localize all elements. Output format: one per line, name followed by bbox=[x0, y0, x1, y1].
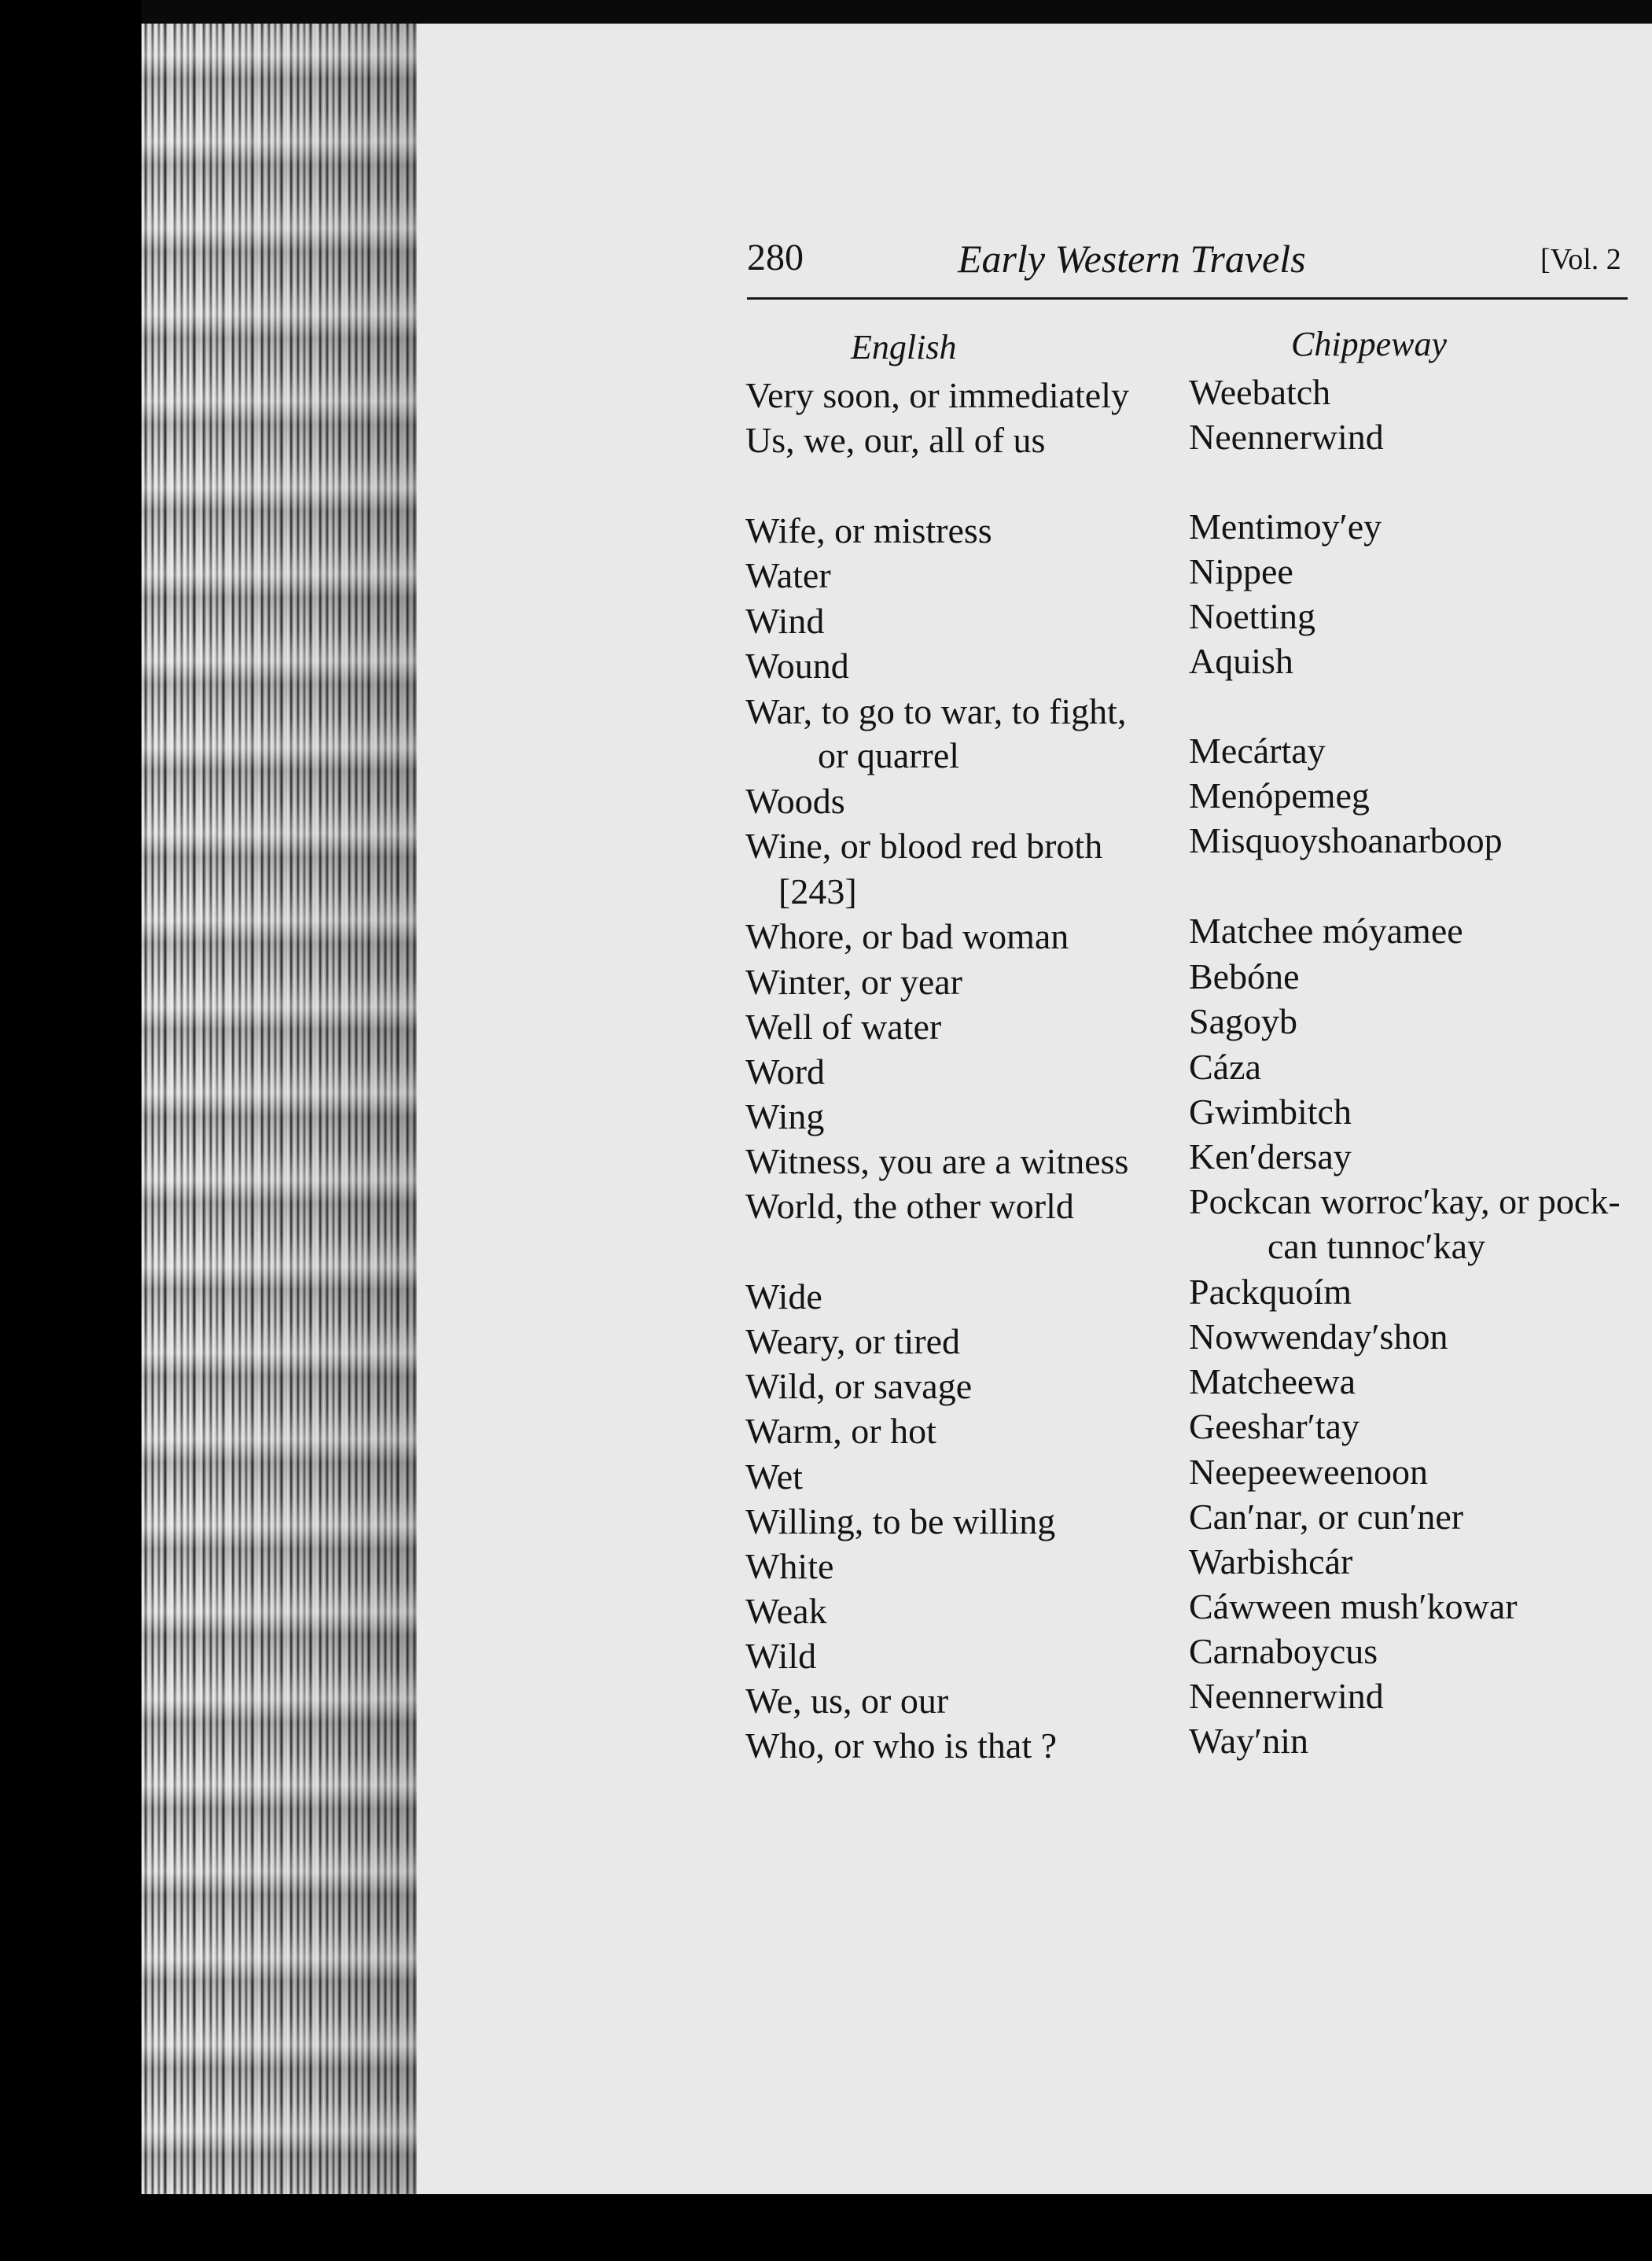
chippeway-term: Misquoyshoanarboop bbox=[1189, 820, 1503, 860]
english-term: White bbox=[745, 1546, 834, 1586]
chippeway-term: Matchee móyamee bbox=[1189, 911, 1463, 951]
english-term: Weary, or tired bbox=[745, 1321, 961, 1361]
page-surface bbox=[417, 24, 1652, 2194]
english-term: Wine, or blood red broth bbox=[745, 826, 1103, 866]
header-rule bbox=[747, 297, 1628, 300]
page-number: 280 bbox=[747, 237, 804, 278]
running-head bbox=[747, 236, 1652, 291]
volume-mark: [Vol. 2 bbox=[1540, 243, 1621, 276]
english-term: Wet bbox=[745, 1456, 803, 1497]
chippeway-term: Cáwween mush′kowar bbox=[1189, 1586, 1518, 1626]
chippeway-term: Geeshar′tay bbox=[1189, 1406, 1359, 1446]
chippeway-term: can tunnoc′kay bbox=[1268, 1226, 1486, 1266]
column-heading-chippeway: Chippeway bbox=[1291, 325, 1447, 363]
english-term: World, the other world bbox=[745, 1186, 1074, 1226]
chippeway-term: Weebatch bbox=[1189, 372, 1331, 412]
english-term: Well of water bbox=[745, 1007, 942, 1047]
chippeway-term: Carnaboycus bbox=[1189, 1631, 1378, 1671]
chippeway-term: Warbishcár bbox=[1189, 1541, 1353, 1582]
english-term: Word bbox=[745, 1051, 826, 1092]
english-term: Wild bbox=[745, 1636, 817, 1676]
chippeway-term: Gwimbitch bbox=[1189, 1092, 1352, 1132]
chippeway-term: Mecártay bbox=[1189, 731, 1326, 771]
english-term: Warm, or hot bbox=[745, 1411, 936, 1451]
column-heading-english: English bbox=[851, 328, 957, 366]
chippeway-term: Nowwenday′shon bbox=[1189, 1316, 1448, 1357]
english-term: Water bbox=[745, 555, 831, 595]
chippeway-term: Neennerwind bbox=[1189, 417, 1384, 457]
chippeway-term: Nippee bbox=[1189, 551, 1293, 591]
english-term: Wing bbox=[745, 1096, 825, 1136]
chippeway-term: Cáza bbox=[1189, 1047, 1261, 1087]
english-term: War, to go to war, to fight, bbox=[745, 691, 1127, 731]
english-term: Weak bbox=[745, 1591, 827, 1631]
chippeway-term: Mentimoy′ey bbox=[1189, 506, 1382, 547]
chippeway-term: Packquoím bbox=[1189, 1272, 1352, 1312]
english-term: Whore, or bad woman bbox=[745, 916, 1069, 956]
english-term: Willing, to be willing bbox=[745, 1501, 1056, 1541]
chippeway-term: Neennerwind bbox=[1189, 1676, 1384, 1716]
english-term: Witness, you are a witness bbox=[745, 1141, 1129, 1181]
english-term: or quarrel bbox=[818, 735, 960, 775]
chippeway-term: Bebóne bbox=[1189, 956, 1300, 996]
english-term: Who, or who is that ? bbox=[745, 1725, 1058, 1766]
chippeway-term: Matcheewa bbox=[1189, 1361, 1356, 1401]
english-term: Wide bbox=[745, 1276, 822, 1316]
english-term: Wound bbox=[745, 646, 849, 686]
english-term: Winter, or year bbox=[745, 962, 962, 1002]
chippeway-term: Ken′dersay bbox=[1189, 1136, 1352, 1177]
english-term: Us, we, our, all of us bbox=[745, 420, 1046, 460]
chippeway-term: Can′nar, or cun′ner bbox=[1189, 1497, 1464, 1537]
english-term: Wife, or mistress bbox=[745, 510, 992, 551]
english-term: Woods bbox=[745, 781, 845, 821]
chippeway-term: Pockcan worroc′kay, or pock- bbox=[1189, 1181, 1621, 1221]
english-term: Wind bbox=[745, 601, 825, 641]
english-term: Very soon, or immediately bbox=[745, 375, 1130, 415]
english-term: Wild, or savage bbox=[745, 1366, 973, 1406]
chippeway-term: Way′nin bbox=[1189, 1721, 1308, 1761]
english-term: We, us, or our bbox=[745, 1681, 949, 1721]
chippeway-term: Aquish bbox=[1189, 641, 1293, 681]
page-fore-edge bbox=[142, 24, 417, 2194]
chippeway-term: Menópemeg bbox=[1189, 775, 1370, 816]
chippeway-term: Noetting bbox=[1189, 596, 1315, 636]
book-title: Early Western Travels bbox=[958, 237, 1306, 281]
chippeway-term: Sagoyb bbox=[1189, 1001, 1297, 1041]
page-marker: [243] bbox=[778, 871, 857, 911]
chippeway-term: Neepeeweenoon bbox=[1189, 1452, 1428, 1492]
